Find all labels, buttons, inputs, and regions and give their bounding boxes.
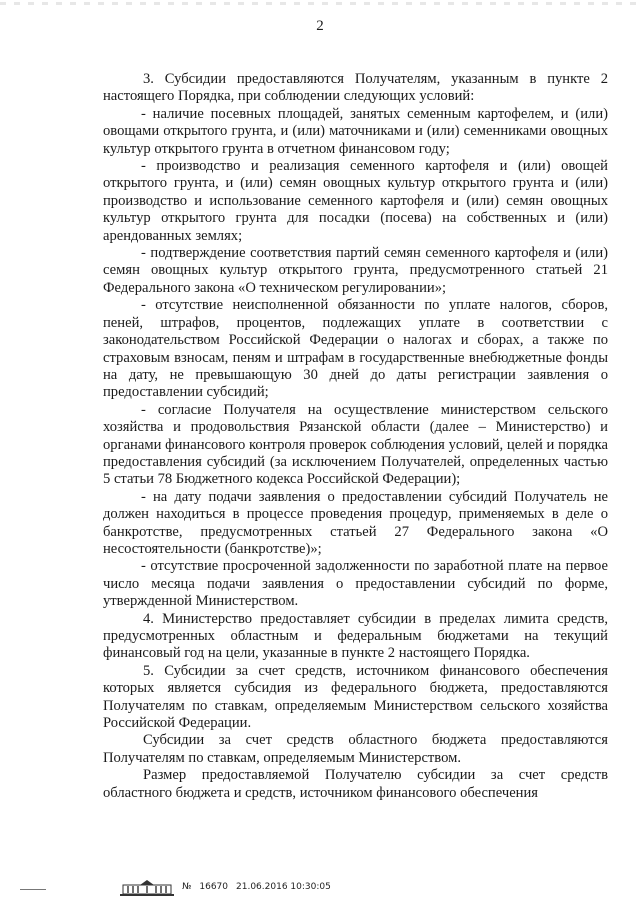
- condition-consent: - согласие Получателя на осуществление министерством сельского хозяйства и продовольствия Рязанской области (далее – Министерство) и органами финансового контроля проверок соблюдения условий, целей и порядка предоставления субсидий (за исключением Получателей, определенных частью 5 статьи 78 Бюджетного кодекса Российской Федерации);: [103, 401, 608, 488]
- building-emblem-icon: [120, 878, 174, 896]
- paragraph-regional-subsidies: Субсидии за счет средств областного бюджета предоставляются Получателям по ставкам, определяемым Министерством.: [103, 732, 608, 766]
- condition-production: - производство и реализация семенного картофеля и (или) овощей открытого грунта, и (или) семян овощных культур открытого грунта и (или) производство и использование семенного картофеля и (или) семян овощных культур открытого грунта для посадки (посева) на собственных и (или) арендованных землях;: [103, 158, 608, 244]
- paragraph-subsidy-amount: Размер предоставляемой Получателю субсидии за счет средств областного бюджета и средств, источником финансового обеспечения: [103, 767, 608, 801]
- document-number: 16670: [199, 882, 229, 892]
- document-body: [103, 71, 608, 802]
- footer-rule: [20, 889, 46, 890]
- condition-no-tax-debt: - отсутствие неисполненной обязанности по уплате налогов, сборов, пеней, штрафов, процентов, подлежащих уплате в соответствии с законодательством Российской Федерации о налогах и сборах, а также по страховым взносам, пеням и штрафам в государственные внебюджетные фонды на дату, не превышающую 30 дней до даты регистрации заявления о предоставлении субсидий;: [103, 297, 608, 401]
- condition-no-wage-arrears: - отсутствие просроченной задолженности по заработной плате на первое число месяца подачи заявления о предоставлении субсидий по форме, утвержденной Министерством.: [103, 558, 608, 610]
- document-footer: [120, 878, 331, 896]
- number-sign: №: [182, 882, 192, 892]
- paragraph-3-intro: 3. Субсидии предоставляются Получателям, указанным в пункте 2 настоящего Порядка, при соблюдении следующих условий:: [103, 71, 608, 105]
- condition-conformity: - подтверждение соответствия партий семян семенного картофеля и (или) семян овощных культур открытого грунта, предусмотренного статьей 21 Федерального закона «О техническом регулировании»;: [103, 245, 608, 296]
- condition-sown-areas: - наличие посевных площадей, занятых семенным картофелем, и (или) овощами открытого грунта, и (или) маточниками и (или) семенниками овощных культур открытого грунта в отчетном финансовом году;: [103, 105, 608, 157]
- scan-edge-noise: [0, 2, 640, 5]
- paragraph-4: 4. Министерство предоставляет субсидии в пределах лимита средств, предусмотренных областным и федеральным бюджетами на текущий финансовый год на цели, указанные в пункте 2 настоящего Порядка.: [103, 610, 608, 662]
- paragraph-5: 5. Субсидии за счет средств, источником финансового обеспечения которых является субсидия из федерального бюджета, предоставляются Получателям по ставкам, определяемым Министерством сельского хозяйства Российской Федерации.: [103, 662, 608, 732]
- page-number: 2: [316, 18, 324, 34]
- registration-datetime: 21.06.2016 10:30:05: [236, 882, 331, 892]
- condition-no-bankruptcy: - на дату подачи заявления о предоставлении субсидий Получатель не должен находиться в процессе проведения процедур, применяемых в деле о банкротстве, предусмотренных статьей 27 Федерального закона «О несостоятельности (банкротстве)»;: [103, 488, 608, 557]
